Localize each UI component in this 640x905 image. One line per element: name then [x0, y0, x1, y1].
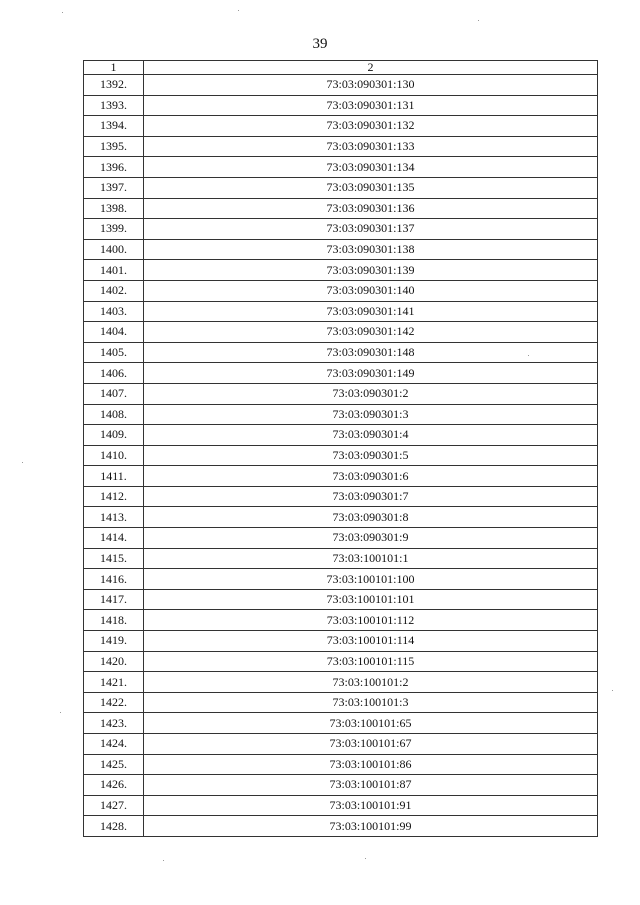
scan-speck [238, 10, 239, 11]
cadastral-number-cell: 73:03:090301:149 [144, 363, 598, 384]
table-row [84, 95, 598, 116]
row-number-cell: 1415. [84, 548, 144, 569]
cadastral-number-cell: 73:03:090301:2 [144, 383, 598, 404]
scan-speck [22, 462, 23, 463]
table-row [84, 672, 598, 693]
scan-speck [62, 12, 63, 13]
table-row [84, 466, 598, 487]
table-row [84, 363, 598, 384]
cadastral-number-cell: 73:03:100101:100 [144, 569, 598, 590]
scan-speck [612, 690, 613, 691]
table-row [84, 816, 598, 837]
row-number-cell: 1423. [84, 713, 144, 734]
cadastral-number-cell: 73:03:100101:112 [144, 610, 598, 631]
cadastral-number-cell: 73:03:090301:141 [144, 301, 598, 322]
table-row [84, 425, 598, 446]
column-header-number: 1 [84, 61, 144, 75]
cadastral-number-cell: 73:03:090301:137 [144, 219, 598, 240]
cadastral-number-cell: 73:03:090301:133 [144, 136, 598, 157]
table-row [84, 486, 598, 507]
row-number-cell: 1407. [84, 383, 144, 404]
table-row [84, 136, 598, 157]
cadastral-number-cell: 73:03:100101:3 [144, 692, 598, 713]
table-row [84, 734, 598, 755]
row-number-cell: 1404. [84, 322, 144, 343]
table-row [84, 177, 598, 198]
cadastral-number-cell: 73:03:090301:136 [144, 198, 598, 219]
cadastral-number-cell: 73:03:090301:142 [144, 322, 598, 343]
cadastral-number-cell: 73:03:100101:87 [144, 775, 598, 796]
row-number-cell: 1413. [84, 507, 144, 528]
table-row [84, 548, 598, 569]
table-row [84, 651, 598, 672]
cadastral-number-cell: 73:03:090301:130 [144, 75, 598, 96]
table-row [84, 342, 598, 363]
cadastral-number-cell: 73:03:100101:101 [144, 589, 598, 610]
table-row [84, 692, 598, 713]
row-number-cell: 1426. [84, 775, 144, 796]
cadastral-number-cell: 73:03:090301:8 [144, 507, 598, 528]
row-number-cell: 1419. [84, 631, 144, 652]
cadastral-number-cell: 73:03:100101:115 [144, 651, 598, 672]
row-number-cell: 1427. [84, 795, 144, 816]
table-row [84, 775, 598, 796]
page-number: 39 [312, 36, 328, 52]
row-number-cell: 1425. [84, 754, 144, 775]
cadastral-number-cell: 73:03:100101:2 [144, 672, 598, 693]
table-row [84, 239, 598, 260]
row-number-cell: 1428. [84, 816, 144, 837]
cadastral-number-cell: 73:03:090301:5 [144, 445, 598, 466]
table-row [84, 795, 598, 816]
row-number-cell: 1399. [84, 219, 144, 240]
cadastral-number-cell: 73:03:100101:99 [144, 816, 598, 837]
table-row [84, 631, 598, 652]
cadastral-number-cell: 73:03:090301:135 [144, 177, 598, 198]
table-body [84, 75, 598, 837]
row-number-cell: 1421. [84, 672, 144, 693]
row-number-cell: 1401. [84, 260, 144, 281]
row-number-cell: 1418. [84, 610, 144, 631]
table-row [84, 445, 598, 466]
table-row [84, 116, 598, 137]
row-number-cell: 1422. [84, 692, 144, 713]
cadastral-number-cell: 73:03:090301:134 [144, 157, 598, 178]
table-row [84, 610, 598, 631]
row-number-cell: 1420. [84, 651, 144, 672]
column-header-cadastral: 2 [144, 61, 598, 75]
cadastral-number-cell: 73:03:090301:148 [144, 342, 598, 363]
row-number-cell: 1424. [84, 734, 144, 755]
scan-speck [478, 20, 479, 21]
table-row [84, 754, 598, 775]
table-row [84, 260, 598, 281]
table-row [84, 569, 598, 590]
cadastral-number-cell: 73:03:100101:86 [144, 754, 598, 775]
table-row [84, 507, 598, 528]
row-number-cell: 1411. [84, 466, 144, 487]
cadastral-number-cell: 73:03:100101:1 [144, 548, 598, 569]
row-number-cell: 1409. [84, 425, 144, 446]
table-row [84, 713, 598, 734]
table-header-row [84, 61, 598, 75]
row-number-cell: 1406. [84, 363, 144, 384]
table-row [84, 157, 598, 178]
cadastral-number-cell: 73:03:090301:131 [144, 95, 598, 116]
cadastral-number-cell: 73:03:090301:132 [144, 116, 598, 137]
scan-speck [365, 858, 366, 859]
cadastral-number-cell: 73:03:100101:67 [144, 734, 598, 755]
cadastral-number-cell: 73:03:090301:140 [144, 280, 598, 301]
cadastral-number-table [83, 60, 598, 837]
cadastral-number-cell: 73:03:100101:91 [144, 795, 598, 816]
cadastral-number-cell: 73:03:090301:139 [144, 260, 598, 281]
table-row [84, 280, 598, 301]
table-row [84, 301, 598, 322]
row-number-cell: 1403. [84, 301, 144, 322]
table-row [84, 528, 598, 549]
row-number-cell: 1416. [84, 569, 144, 590]
table-row [84, 322, 598, 343]
row-number-cell: 1410. [84, 445, 144, 466]
row-number-cell: 1414. [84, 528, 144, 549]
row-number-cell: 1395. [84, 136, 144, 157]
cadastral-number-cell: 73:03:090301:7 [144, 486, 598, 507]
row-number-cell: 1408. [84, 404, 144, 425]
row-number-cell: 1412. [84, 486, 144, 507]
cadastral-number-cell: 73:03:090301:138 [144, 239, 598, 260]
row-number-cell: 1405. [84, 342, 144, 363]
row-number-cell: 1394. [84, 116, 144, 137]
table-row [84, 75, 598, 96]
cadastral-number-cell: 73:03:090301:3 [144, 404, 598, 425]
row-number-cell: 1398. [84, 198, 144, 219]
cadastral-number-cell: 73:03:100101:114 [144, 631, 598, 652]
cadastral-number-cell: 73:03:090301:4 [144, 425, 598, 446]
scan-speck [60, 712, 61, 713]
row-number-cell: 1400. [84, 239, 144, 260]
cadastral-number-cell: 73:03:100101:65 [144, 713, 598, 734]
table-row [84, 219, 598, 240]
row-number-cell: 1397. [84, 177, 144, 198]
row-number-cell: 1417. [84, 589, 144, 610]
table-row [84, 589, 598, 610]
row-number-cell: 1396. [84, 157, 144, 178]
cadastral-number-cell: 73:03:090301:6 [144, 466, 598, 487]
row-number-cell: 1392. [84, 75, 144, 96]
scan-speck [163, 860, 164, 861]
row-number-cell: 1393. [84, 95, 144, 116]
cadastral-number-cell: 73:03:090301:9 [144, 528, 598, 549]
scan-speck [528, 355, 529, 356]
row-number-cell: 1402. [84, 280, 144, 301]
table-row [84, 383, 598, 404]
table-row [84, 404, 598, 425]
table-row [84, 198, 598, 219]
